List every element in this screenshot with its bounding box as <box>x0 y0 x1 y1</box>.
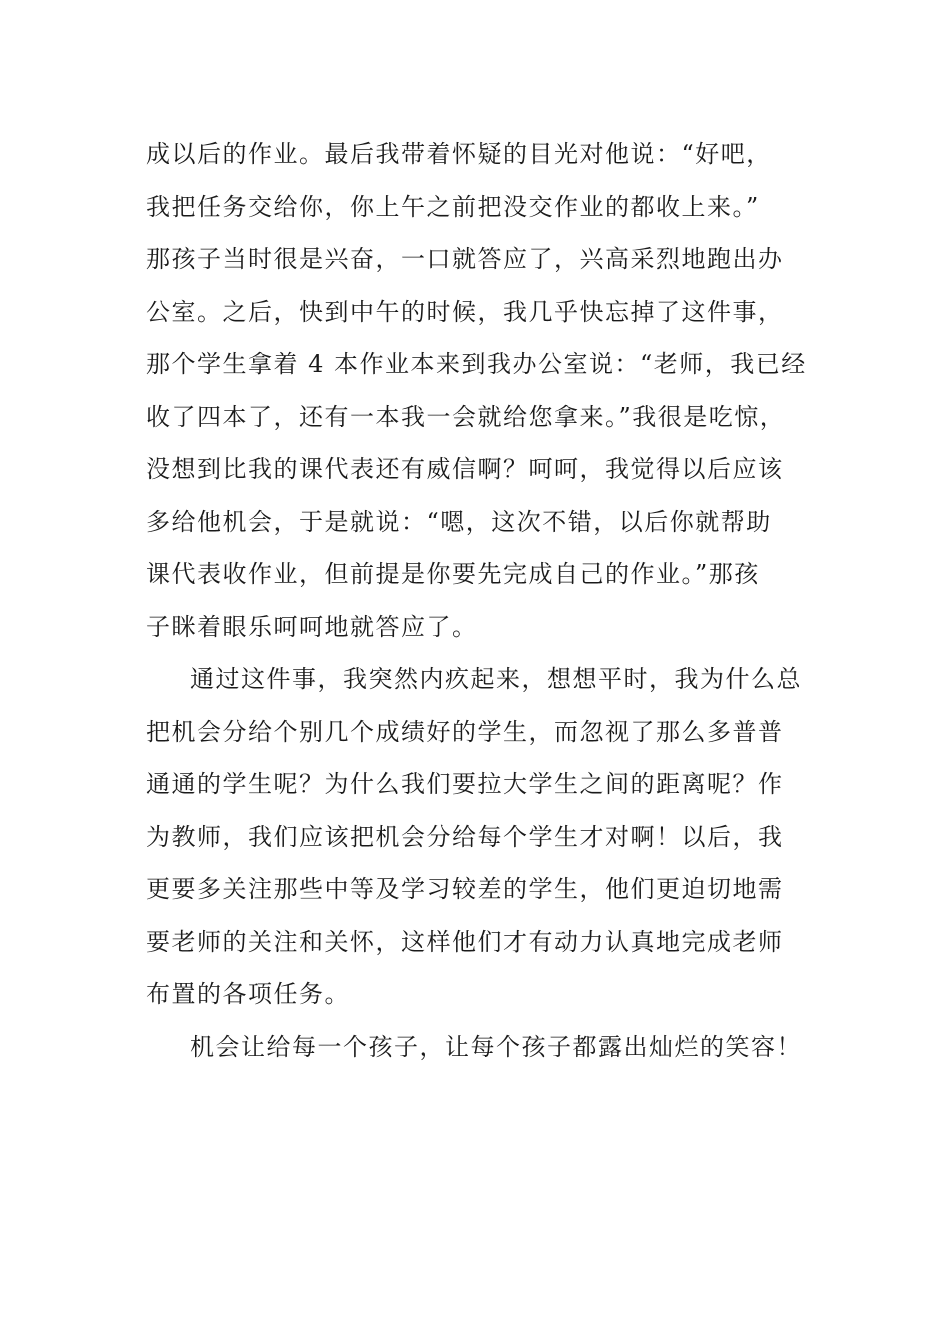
text-line: 子眯着眼乐呵呵地就答应了。 <box>146 612 478 641</box>
document-body <box>146 128 816 1073</box>
text-line: 那孩子当时很是兴奋，一口就答应了，兴高采烈地跑出办 <box>146 245 784 273</box>
text-line: 没想到比我的课代表还有威信啊？呵呵，我觉得以后应该 <box>146 455 784 483</box>
paragraph-1 <box>146 128 816 653</box>
text-line: 通通的学生呢？为什么我们要拉大学生之间的距离呢？作 <box>146 770 784 798</box>
text-line: 我把任务交给你，你上午之前把没交作业的都收上来。” <box>146 192 760 221</box>
text-line: 要老师的关注和关怀，这样他们才有动力认真地完成老师 <box>146 927 784 956</box>
text-line: 公室。之后，快到中午的时候，我几乎快忘掉了这件事， <box>146 297 784 326</box>
text-line: 机会让给每一个孩子，让每个孩子都露出灿烂的笑容！ <box>190 1032 802 1061</box>
text-line: 把机会分给个别几个成绩好的学生，而忽视了那么多普普 <box>146 717 784 746</box>
paragraph-2 <box>146 653 816 1021</box>
text-line: 更要多关注那些中等及学习较差的学生，他们更迫切地需 <box>146 875 784 903</box>
text-line: 课代表收作业，但前提是你要先完成自己的作业。”那孩 <box>146 560 760 588</box>
text-line: 为教师，我们应该把机会分给每个学生才对啊！以后，我 <box>146 822 784 851</box>
text-line: 布置的各项任务。 <box>146 980 350 1008</box>
text-line: 那个学生拿着 4 本作业本来到我办公室说：“老师，我已经 <box>146 350 807 378</box>
paragraph-3 <box>146 1021 816 1074</box>
text-line: 成以后的作业。最后我带着怀疑的目光对他说：“好吧， <box>146 140 772 168</box>
text-line: 收了四本了，还有一本我一会就给您拿来。”我很是吃惊， <box>146 402 786 431</box>
text-line: 多给他机会，于是就说：“嗯，这次不错，以后你就帮助 <box>146 507 772 536</box>
text-line: 通过这件事，我突然内疚起来，想想平时，我为什么总 <box>190 665 802 693</box>
